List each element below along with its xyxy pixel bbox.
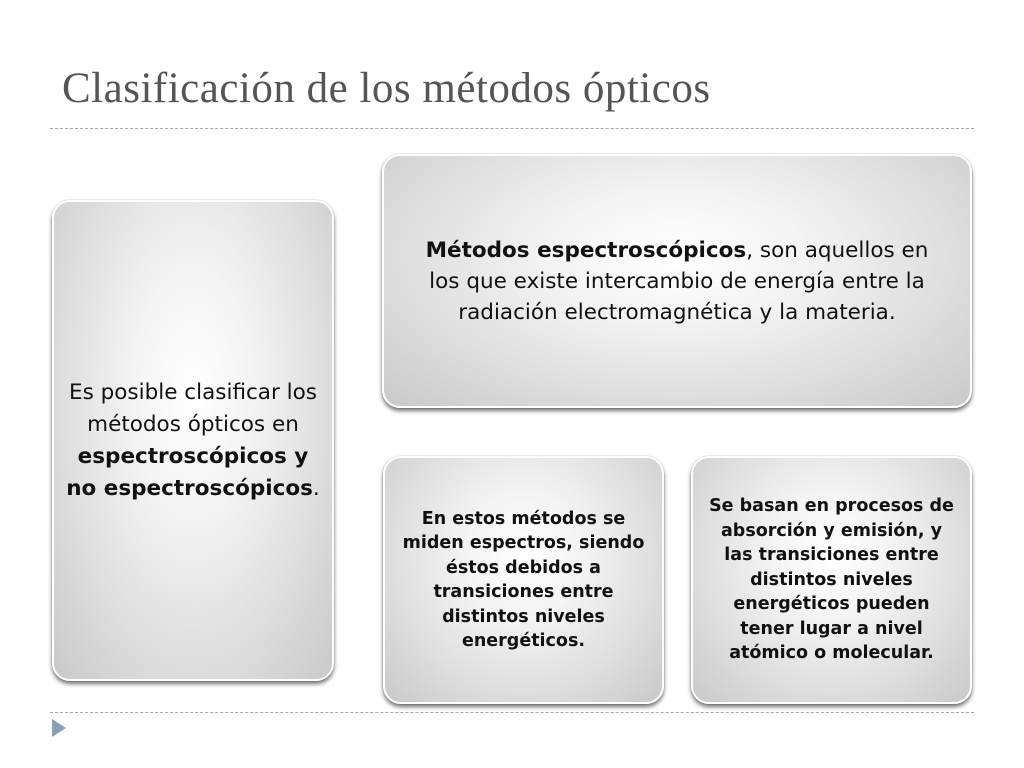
spectroscopic-description: , son aquellos en los que existe intercambio de energía entre la radiación electromagnética y la materia.	[429, 237, 929, 325]
classification-intro: Es posible clasificar los métodos ópticos en	[69, 379, 317, 437]
classification-text	[66, 377, 320, 505]
slide-title: Clasificación de los métodos ópticos	[62, 65, 711, 112]
title-divider	[50, 128, 974, 129]
classification-box	[52, 200, 334, 681]
spectroscopic-definition-text	[410, 235, 944, 328]
spectra-text: En estos métodos se miden espectros, siendo éstos debidos a transiciones entre distintos niveles energéticos.	[402, 508, 645, 651]
classification-bold: espectroscópicos y no espectroscópicos	[66, 443, 313, 501]
footer-divider	[50, 712, 974, 713]
classification-period: .	[312, 475, 320, 501]
absorption-emission-text: Se basan en procesos de absorción y emisión, y las transiciones entre distintos niveles energéticos pueden tener lugar a nivel atómico o molecular.	[709, 496, 954, 664]
absorption-emission-box	[691, 456, 972, 704]
spectra-box	[383, 456, 664, 704]
spectroscopic-term: Métodos espectroscópicos	[425, 237, 747, 263]
triangle-bullet-icon	[52, 719, 66, 737]
spectroscopic-definition-box	[382, 154, 972, 408]
